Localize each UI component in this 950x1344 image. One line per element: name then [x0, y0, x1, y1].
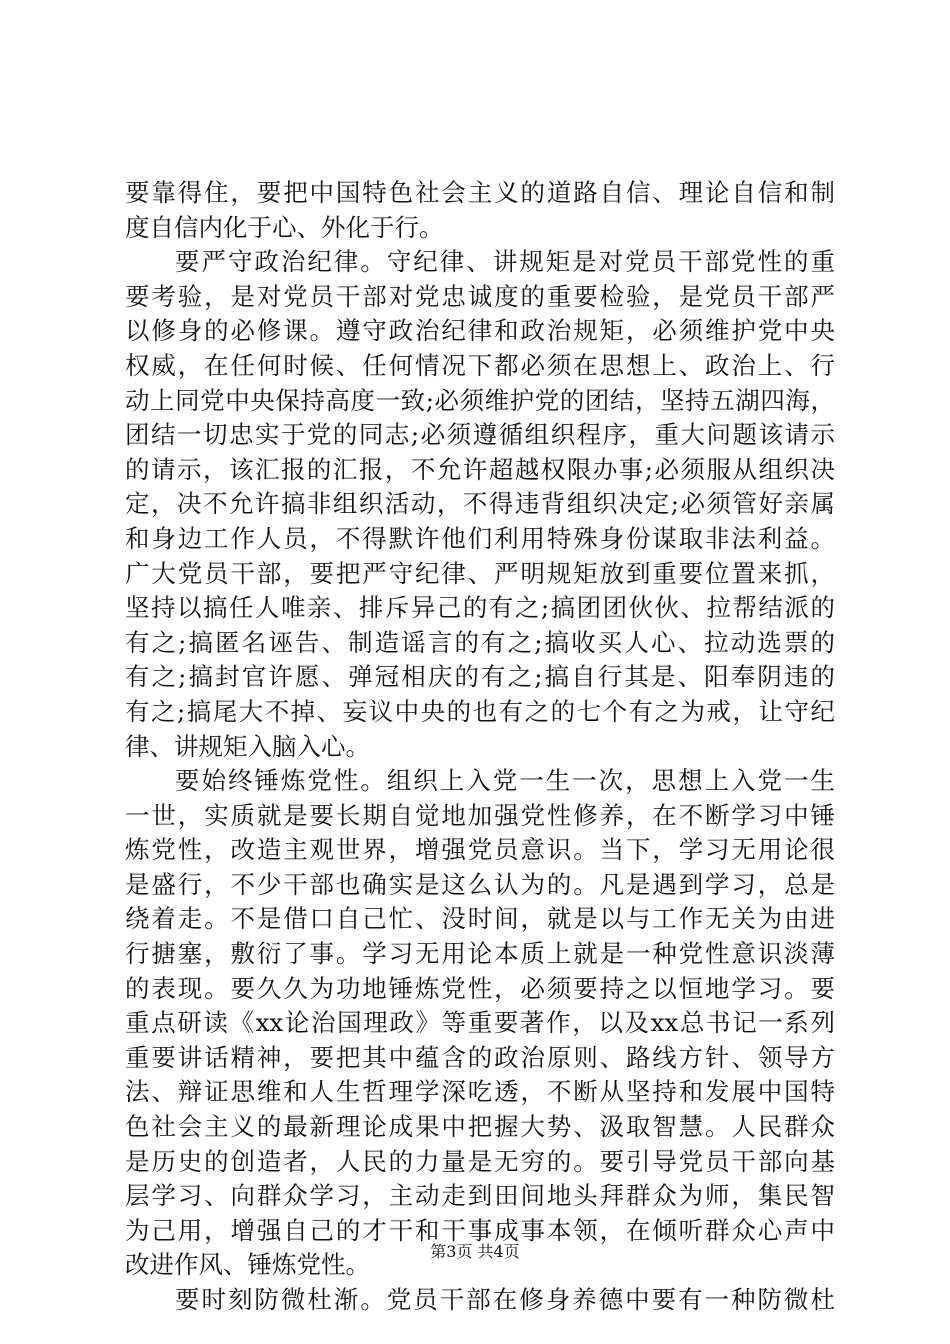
- text-line: 坚持以搞任人唯亲、排斥异己的有之;搞团团伙伙、拉帮结派的: [125, 593, 835, 623]
- text-line: 重点研读《xx论治国理政》等重要著作，以及xx总书记一系列: [125, 1008, 835, 1038]
- paragraph-start-line: 要时刻防微杜渐。党员干部在修身养德中要有一种防微杜: [175, 1285, 835, 1314]
- text-line: 度自信内化于心、外化于行。: [125, 212, 444, 242]
- text-line: 有之;搞尾大不掉、妄议中央的也有之的七个有之为戒，让守纪: [125, 696, 835, 726]
- text-line: 的请示，该汇报的汇报，不允许超越权限办事;必须服从组织决: [125, 454, 835, 484]
- text-line: 一世，实质就是要长期自觉地加强党性修养，在不断学习中锤: [125, 800, 835, 830]
- paragraph-start-line: 要严守政治纪律。守纪律、讲规矩是对党员干部党性的重: [175, 247, 835, 277]
- text-line: 定，决不允许搞非组织活动，不得违背组织决定;必须管好亲属: [125, 489, 835, 519]
- page-number-footer: 第3页 共4页: [430, 1242, 520, 1261]
- text-line: 改进作风、锤炼党性。: [125, 1250, 370, 1280]
- text-line: 以修身的必修课。遵守政治纪律和政治规矩，必须维护党中央: [125, 316, 835, 346]
- text-line: 行搪塞，敷衍了事。学习无用论本质上就是一种党性意识淡薄: [125, 939, 835, 969]
- text-line: 律、讲规矩入脑入心。: [125, 731, 370, 761]
- text-line: 权威，在任何时候、任何情况下都必须在思想上、政治上、行: [125, 350, 835, 380]
- text-line: 要靠得住，要把中国特色社会主义的道路自信、理论自信和制: [125, 178, 835, 207]
- text-line: 法、辩证思维和人生哲理学深吃透，不断从坚持和发展中国特: [125, 1077, 835, 1107]
- body-text: [125, 176, 835, 1318]
- text-line: 的表现。要久久为功地锤炼党性，必须要持之以恒地学习。要: [125, 973, 835, 1003]
- text-line: 重要讲话精神，要把其中蕴含的政治原则、路线方针、领导方: [125, 1042, 835, 1072]
- text-line: 有之;搞匿名诬告、制造谣言的有之;搞收买人心、拉动选票的: [125, 627, 835, 657]
- text-line: 层学习、向群众学习，主动走到田间地头拜群众为师，集民智: [125, 1181, 835, 1211]
- text-line: 绕着走。不是借口自己忙、没时间，就是以与工作无关为由进: [125, 904, 835, 934]
- text-line: 团结一切忠实于党的同志;必须遵循组织程序，重大问题该请示: [125, 420, 835, 450]
- text-line: 是盛行，不少干部也确实是这么认为的。凡是遇到学习，总是: [125, 869, 835, 899]
- text-line: 为己用，增强自己的才干和干事成事本领，在倾听群众心声中: [125, 1215, 835, 1245]
- text-line: 炼党性，改造主观世界，增强党员意识。当下，学习无用论很: [125, 835, 835, 865]
- text-line: 有之;搞封官许愿、弹冠相庆的有之;搞自行其是、阳奉阴违的: [125, 662, 835, 692]
- text-line: 要考验，是对党员干部对党忠诚度的重要检验，是党员干部严: [125, 281, 835, 311]
- text-line: 动上同党中央保持高度一致;必须维护党的团结，坚持五湖四海，: [125, 385, 835, 415]
- text-line: 和身边工作人员，不得默许他们利用特殊身份谋取非法利益。: [125, 523, 835, 553]
- text-line: 是历史的创造者，人民的力量是无穷的。要引导党员干部向基: [125, 1146, 835, 1176]
- paragraph-start-line: 要始终锤炼党性。组织上入党一生一次，思想上入党一生: [175, 766, 835, 796]
- text-line: 广大党员干部，要把严守纪律、严明规矩放到重要位置来抓，: [125, 558, 835, 588]
- text-line: 色社会主义的最新理论成果中把握大势、汲取智慧。人民群众: [125, 1112, 835, 1142]
